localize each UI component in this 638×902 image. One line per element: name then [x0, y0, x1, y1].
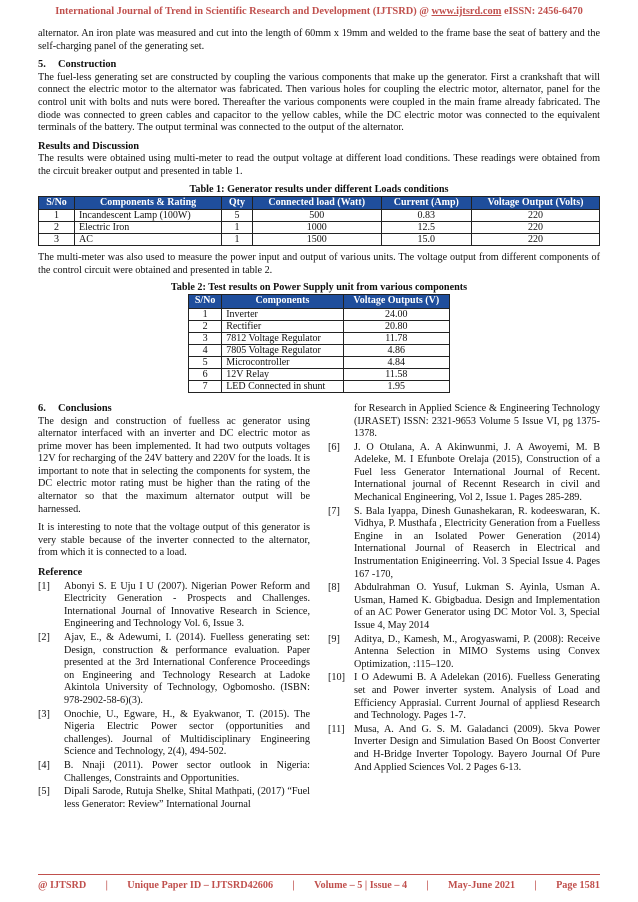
- table-row: [189, 320, 450, 332]
- two-column-section: [38, 403, 600, 811]
- reference-text: Musa, A. And G. S. M. Galadanci (2009). 5kva Power Inverter Design and Simulation Based On Boost Converter and H-Bridge Inverter Topology. Bayero Journal Of Pure And Applied Sciences Vol. 2 Pages 6-13.: [354, 723, 600, 773]
- table-cell: 3: [39, 234, 75, 246]
- footer-separator: |: [426, 880, 429, 891]
- footer-page-number: Page 1581: [556, 880, 600, 891]
- footer-date: May-June 2021: [448, 880, 516, 891]
- table-cell: 6: [189, 368, 222, 380]
- table-cell: 24.00: [343, 308, 449, 320]
- table-cell: 3: [189, 332, 222, 344]
- table-cell: 1: [189, 308, 222, 320]
- table-cell: 1.95: [343, 380, 449, 392]
- table-row: [39, 210, 600, 222]
- table1-header: Current (Amp): [381, 196, 471, 210]
- reference-number: [1]: [38, 580, 50, 592]
- table-cell: 220: [471, 234, 599, 246]
- conclusions-paragraph-2: It is interesting to note that the voltage output of this generator is very stable because of the inverter connected to the alternator, from which it is connected to a load.: [38, 522, 310, 559]
- results-heading: Results and Discussion: [38, 140, 140, 152]
- table-cell: Microcontroller: [222, 356, 343, 368]
- table1-header: S/No: [39, 196, 75, 210]
- table-cell: 5: [222, 210, 253, 222]
- conclusions-heading: [38, 403, 310, 416]
- table-row: [39, 222, 600, 234]
- construction-text: The fuel-less generating set are constructed by coupling the various components that make up the generator. First a crankshaft that will connect the electric motor to the alternator was fabricated. Then various holes for coupling the electric motor, alternator, panel for the control unit with bolts and nuts were bored. Thereafter the various components were coupled in the main frame already fabricated. The diode was connected to green cables and capacitor to the yellow cables, while the DC electric motor was connected to the equivalent terminals of the battery. The output terminal was connected to the output of the alternator.: [38, 71, 600, 134]
- table-row: [189, 380, 450, 392]
- table-cell: Incandescent Lamp (100W): [75, 210, 222, 222]
- footer-separator: |: [292, 880, 295, 891]
- table-row: [189, 356, 450, 368]
- table-row: [189, 308, 450, 320]
- reference-number: [6]: [328, 441, 340, 453]
- header-url-link[interactable]: www.ijtsrd.com: [431, 6, 502, 17]
- reference-item: [38, 581, 310, 631]
- reference-number: [4]: [38, 759, 50, 771]
- construction-title: Construction: [58, 59, 117, 71]
- reference-text: B. Nnaji (2011). Power sector outlook in Nigeria: Challenges, Constraints and Opportunities.: [64, 759, 310, 784]
- table1-header: Connected load (Watt): [252, 196, 381, 210]
- table-cell: 11.78: [343, 332, 449, 344]
- table2-header-row: [189, 295, 450, 309]
- reference-number: [10]: [328, 672, 345, 684]
- footer-journal: @ IJTSRD: [38, 880, 87, 891]
- reference-item: [38, 709, 310, 759]
- reference-item: [328, 442, 600, 505]
- reference-item: [328, 634, 600, 672]
- table-row: [39, 234, 600, 246]
- table-row: [189, 344, 450, 356]
- table2-header: Voltage Outputs (V): [343, 295, 449, 309]
- reference-number: [8]: [328, 582, 340, 594]
- table-cell: 4.86: [343, 344, 449, 356]
- table-cell: 2: [189, 320, 222, 332]
- table-cell: 1: [222, 234, 253, 246]
- reference-text: Onochie, U., Egware, H., & Eyakwanor, T. (2015). The Nigeria Electric Power sector (opportunities and challenges). Journal of Multidisciplinary Engineering Science and Technology, 2(4), 494-502.: [64, 708, 310, 758]
- generator-results-table: [38, 196, 600, 247]
- results-text-2: The multi-meter was also used to measure the power input and output of various units. The voltage output from different components of the control circuit were obtained and presented in table 2.: [38, 252, 600, 276]
- header-prefix: International Journal of Trend in Scientific Research and Development (IJTSRD) @: [55, 6, 432, 17]
- table-cell: Rectifier: [222, 320, 343, 332]
- table-cell: 12.5: [381, 222, 471, 234]
- table1-header: Qty: [222, 196, 253, 210]
- construction-number: 5.: [38, 59, 46, 71]
- reference-text: Aditya, D., Kamesh, M., Arogyaswami, P. (2008): Receive Antenna Selection in MIMO Systems using Convex Optimization, :115–120.: [354, 633, 600, 670]
- journal-header: [0, 6, 638, 17]
- reference-text: I O Adewumi B. A Adelekan (2016). Fuelless Generating set and Power inverter system. Analysis of Load and Efficiency Apprasial. Current Journal of appliesd Research and Technology. Pages 1-7.: [354, 672, 600, 722]
- reference-number: [7]: [328, 505, 340, 517]
- reference-number: [328, 403, 354, 441]
- left-column: [38, 403, 310, 811]
- reference-item: [328, 582, 600, 632]
- header-issn: eISSN: 2456-6470: [501, 6, 583, 17]
- table-cell: 220: [471, 210, 599, 222]
- table-cell: 12V Relay: [222, 368, 343, 380]
- reference-text: S. Bala Iyappa, Dinesh Gunashekaran, R. kodeeswaran, K. Vidhya, P. Musthafa , Electricity Generation from a Fuelless Engine in an Isolated Power Generation (2014) International Journal of Reaserch in Electrical and Instrumentation Enigineerring. Vol. 3 Special Issue 4. Pages 167 -170,: [354, 505, 600, 580]
- reference-text: Abonyi S. E Uju I U (2007). Nigerian Power Reform and Electricity Generation - Prospects and Challenges. International Journal of Innovative Research in Science, Engineering and Technology Vol. 6, Issue 3.: [64, 580, 310, 630]
- footer-divider: [38, 874, 600, 875]
- power-supply-table: [188, 294, 450, 393]
- reference-item: [38, 786, 310, 811]
- reference-text: for Research in Applied Science & Engineering Technology (IJRASET) ISSN: 2321-9653 Volume 5 Issue VI, pg 1375-1378.: [354, 402, 600, 440]
- footer-separator: |: [534, 880, 537, 891]
- table-cell: LED Connected in shunt: [222, 380, 343, 392]
- page-content: [38, 28, 600, 811]
- reference-number: [5]: [38, 786, 50, 798]
- table-cell: 500: [252, 210, 381, 222]
- reference-text: Ajav, E., & Adewumi, I. (2014). Fuelless generating set: Design, construction & performance evaluation. Paper presented at the 3rd International Conference Proceedings on Engineering and Technology Research at Ladoke Akintola University of Technology, Ogbomosho. (ISBN: 978-2902-58-6)(3).: [64, 632, 310, 706]
- footer-paper-id: Unique Paper ID – IJTSRD42606: [127, 880, 274, 891]
- table-cell: AC: [75, 234, 222, 246]
- table-cell: Electric Iron: [75, 222, 222, 234]
- reference-text: Dipali Sarode, Rutuja Shelke, Shital Mathpati, (2017) “Fuel less Generator: Review” International Journal: [64, 786, 310, 810]
- table-cell: Inverter: [222, 308, 343, 320]
- table-cell: 4.84: [343, 356, 449, 368]
- footer-separator: |: [105, 880, 108, 891]
- table2-header: S/No: [189, 295, 222, 309]
- construction-heading: [38, 59, 600, 72]
- table-cell: 20.80: [343, 320, 449, 332]
- footer-volume: Volume – 5 | Issue – 4: [314, 880, 408, 891]
- reference-item: [38, 760, 310, 785]
- reference-item-continued: [328, 403, 600, 441]
- table-cell: 7812 Voltage Regulator: [222, 332, 343, 344]
- reference-item: [328, 506, 600, 582]
- table2-header: Components: [222, 295, 343, 309]
- table-cell: 0.83: [381, 210, 471, 222]
- table-cell: 1000: [252, 222, 381, 234]
- reference-number: [9]: [328, 633, 340, 645]
- table-cell: 7805 Voltage Regulator: [222, 344, 343, 356]
- conclusions-paragraph-1: The design and construction of fuelless ac generator using alternator interfaced with an inverter and DC electric motor as prime mover has been implemented. It had two outputs voltages 12V for recharging of the 24V battery and 220V for the loads. It is important to note that in selecting the components for system, the DC electric motor rating must be higher than the rating of the alternator so that the maximum alternator output will be harnessed.: [38, 415, 310, 515]
- table-cell: 220: [471, 222, 599, 234]
- table-row: [189, 368, 450, 380]
- reference-text: J. O Otulana, A. A Akinwunmi, J. A Awoyemi, M. B Adeleke, M. I Efunbote Orelaja (2015), Construction of a Fuel less Generator International Journal of Recent. International journal of Recennt Research in civil and Mechanical Engineering, Vol 2, Issue 1. Pages 285-289.: [354, 441, 600, 504]
- table-cell: 1500: [252, 234, 381, 246]
- table1-header-row: [39, 196, 600, 210]
- intro-paragraph: alternator. An iron plate was measured and cut into the length of 60mm x 19mm and welded to the frame base the seat of battery and the self-charging panel of the generating set.: [38, 28, 600, 52]
- conclusions-number: 6.: [38, 402, 46, 414]
- reference-number: [2]: [38, 632, 50, 643]
- table2-caption: Table 2: Test results on Power Supply unit from various components: [170, 282, 468, 294]
- reference-item: [328, 724, 600, 774]
- reference-item: [328, 672, 600, 722]
- results-text-1: The results were obtained using multi-meter to read the output voltage at different load conditions. These readings were obtained from the circuit breaker output and presented in table 1.: [38, 153, 600, 177]
- table-cell: 15.0: [381, 234, 471, 246]
- table-cell: 5: [189, 356, 222, 368]
- page-footer: [38, 880, 600, 891]
- table1-header: Components & Rating: [75, 196, 222, 210]
- right-column: [328, 403, 600, 811]
- conclusions-title: Conclusions: [58, 402, 112, 414]
- table-cell: 2: [39, 222, 75, 234]
- table-cell: 4: [189, 344, 222, 356]
- table1-caption: Table 1: Generator results under different Loads conditions: [189, 183, 449, 195]
- table-cell: 1: [39, 210, 75, 222]
- reference-text: Abdulrahman O. Yusuf, Lukman S. Ayinla, Usman A. Usman, Hamed K. Gbigbadua. Design and Implementation of an AC Power Generator using DC Motor Vol. 3, Special Issue 4, May 2014: [354, 582, 600, 631]
- table1-header: Voltage Output (Volts): [471, 196, 599, 210]
- reference-number: [3]: [38, 708, 50, 720]
- table-cell: 1: [222, 222, 253, 234]
- table-row: [189, 332, 450, 344]
- reference-number: [11]: [328, 723, 345, 735]
- table-cell: 11.58: [343, 368, 449, 380]
- reference-heading: Reference: [38, 567, 83, 579]
- reference-item: [38, 632, 310, 708]
- table-cell: 7: [189, 380, 222, 392]
